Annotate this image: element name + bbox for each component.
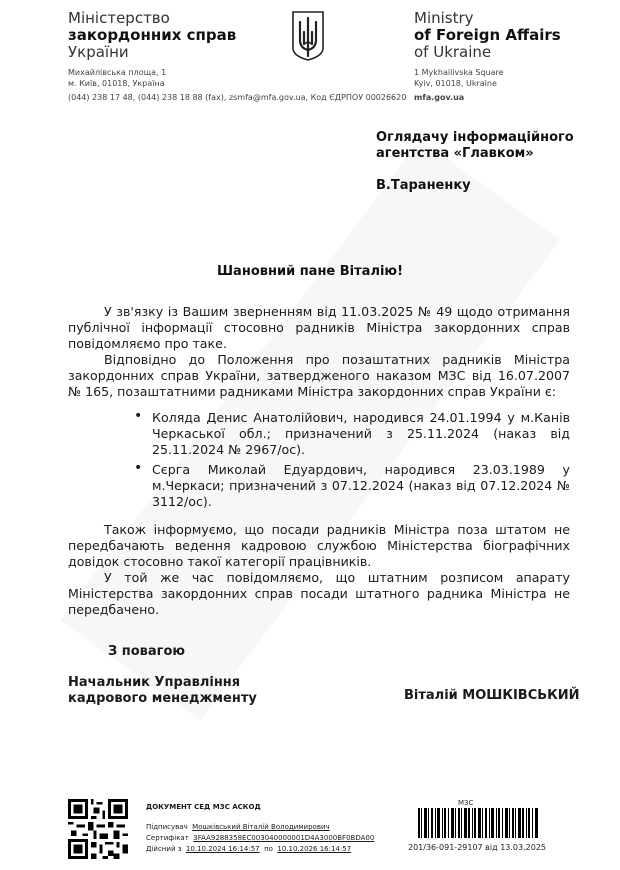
bullet-icon: • xyxy=(134,408,143,424)
stamp-signer-row xyxy=(146,822,374,833)
barcode-label: МЗС xyxy=(458,799,474,807)
paragraph-3 xyxy=(68,522,570,570)
signer-position-line2: кадрового менеджменту xyxy=(68,691,257,706)
barcode-icon xyxy=(418,808,538,838)
addressee xyxy=(376,130,574,162)
address-ua-line2: м. Київ, 01018, Україна xyxy=(68,79,165,88)
stamp-cert-row xyxy=(146,833,374,844)
coat-of-arms-icon xyxy=(290,10,326,62)
header-en xyxy=(414,10,561,103)
ministry-ua-line1: Міністерство xyxy=(68,9,170,27)
paragraph-2-text: Відповідно до Положення про позаштатних радників Міністра закордонних справ України, затвердженого наказом МЗС від 16.07.2007 № 165, позаштатними радниками Міністра закордонних справ України є: xyxy=(68,352,570,399)
stamp-details xyxy=(146,822,374,855)
website-en: mfa.gov.ua xyxy=(414,93,465,102)
addressee-line2: агентства «Главком» xyxy=(376,146,534,161)
stamp-signer-value: Мошківський Віталій Володимирович xyxy=(192,823,330,831)
header-ua xyxy=(68,10,406,103)
address-ua-line1: Михайлівська площа, 1 xyxy=(68,68,167,77)
paragraph-1-text: У зв'язку із Вашим зверненням від 11.03.2025 № 49 щодо отримання публічної інформації стосовно радників Міністра закордонних справ повідомляємо про таке. xyxy=(68,304,570,351)
signer-name: Віталій МОШКІВСЬКИЙ xyxy=(404,688,580,703)
stamp-valid-from: 10.10.2024 16:14:57 xyxy=(185,845,260,853)
stamp-cert-label: Сертифікат xyxy=(146,834,189,842)
closing-regards: З повагою xyxy=(108,644,186,659)
paragraph-1 xyxy=(68,304,570,352)
ministry-ua-line3: України xyxy=(68,43,129,61)
signer-position-line1: Начальник Управління xyxy=(68,675,241,690)
bullet-item-1: Коляда Денис Анатолійович, народився 24.01.1994 у м.Канів Черкаської обл.; призначений з 25.11.2024 (наказ від 25.11.2024 № 2967/ос). xyxy=(152,410,570,457)
addressee-name: В.Тараненку xyxy=(376,178,471,193)
greeting: Шановний пане Віталію! xyxy=(217,264,403,279)
stamp-valid-label: Дійсний з xyxy=(146,845,182,853)
paragraph-4-text: У той же час повідомляємо, що штатним розписом апарату Міністерства закордонних справ посади штатного радника Міністра не передбачено. xyxy=(68,570,570,617)
registration-number: 201/36-091-29107 від 13.03.2025 xyxy=(408,843,546,852)
address-en-line2: Kyiv, 01018, Ukraine xyxy=(414,79,497,88)
address-en-line1: 1 Mykhailivska Square xyxy=(414,68,504,77)
addressee-line1: Оглядачу інформаційного xyxy=(376,130,574,145)
paragraph-2 xyxy=(68,352,570,400)
bullet-icon: • xyxy=(134,460,143,476)
signer-position xyxy=(68,675,257,707)
stamp-signer-label: Підписувач xyxy=(146,823,188,831)
stamp-valid-row xyxy=(146,844,374,855)
ministry-en-line1: Ministry xyxy=(414,9,474,27)
ministry-ua-line2: закордонних справ xyxy=(68,26,237,44)
paragraph-4 xyxy=(68,570,570,618)
qr-code-icon xyxy=(68,798,128,860)
ministry-en-line2: of Foreign Affairs xyxy=(414,26,561,44)
bullet-item-2: Сєрга Миколай Едуардович, народився 23.03.1989 у м.Черкаси; призначений з 07.12.2024 (наказ від 07.12.2024 № 3112/ос). xyxy=(152,462,570,509)
contacts-ua: (044) 238 17 48, (044) 238 18 88 (fax), zsmfa@mfa.gov.ua, Код ЄДРПОУ 00026620 xyxy=(68,93,407,102)
stamp-cert-value: 3FAA9288358EC003040000001D4A3000BF0BDA00 xyxy=(193,834,375,842)
stamp-title: ДОКУМЕНТ СЕД МЗС АСКОД xyxy=(146,803,261,811)
stamp-valid-to-label: по xyxy=(264,845,273,853)
stamp-valid-to: 10.10.2026 16:14:57 xyxy=(277,845,352,853)
paragraph-3-text: Також інформуємо, що посади радників Міністра поза штатом не передбачають ведення кадровою службою Міністерства біографічних довідок стосовно такої категорії працівників. xyxy=(68,522,570,569)
ministry-en-line3: of Ukraine xyxy=(414,43,492,61)
